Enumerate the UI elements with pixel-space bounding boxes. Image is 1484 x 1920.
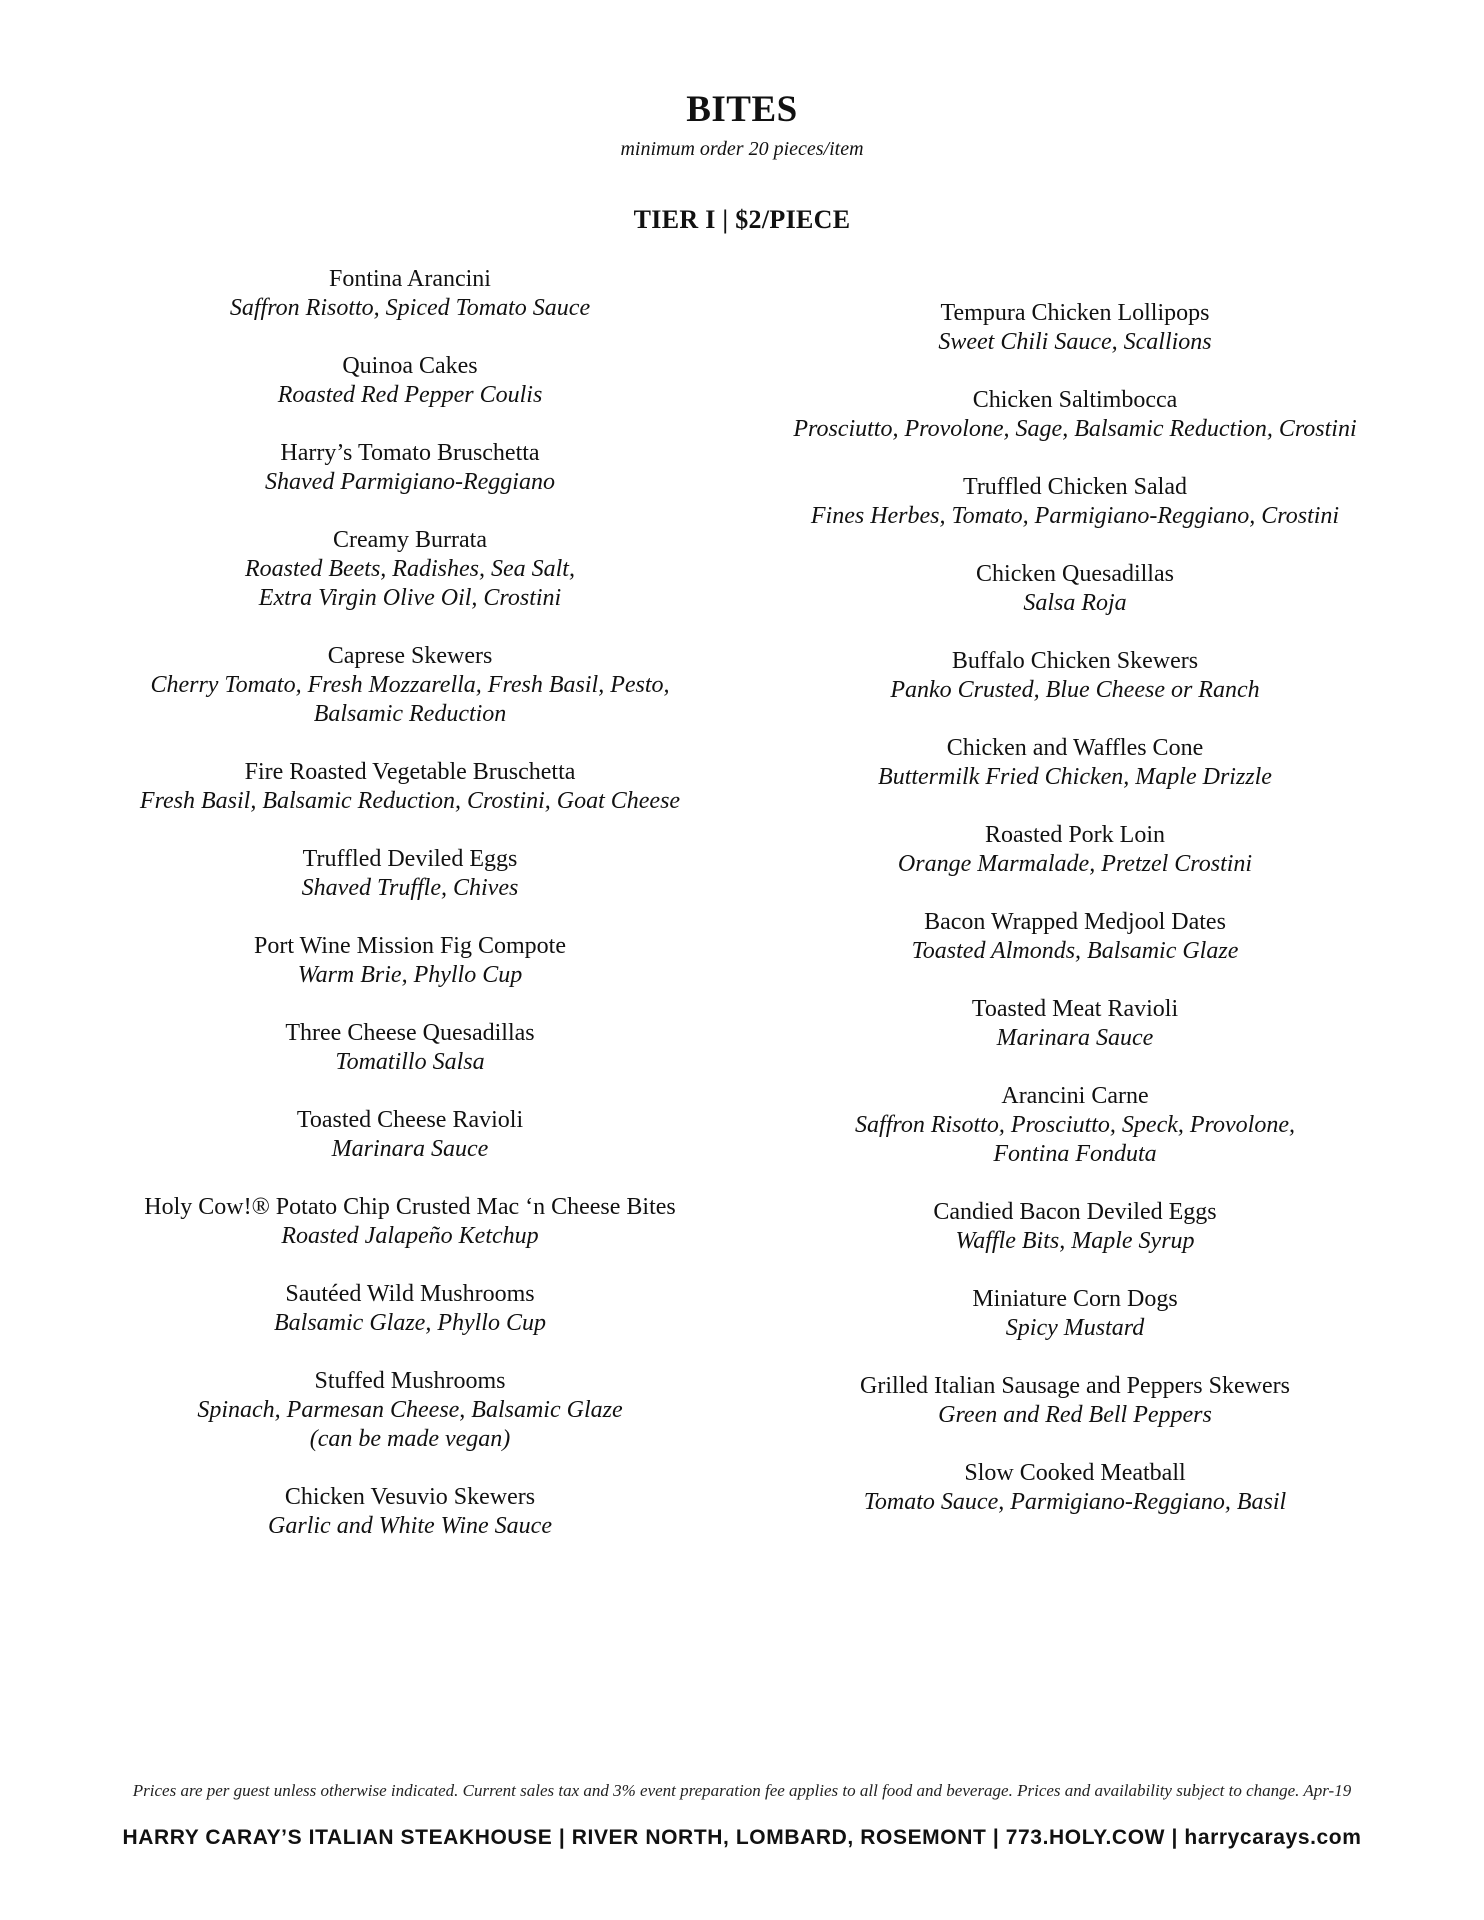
menu-item-description: Waffle Bits, Maple Syrup [955, 1228, 1195, 1254]
menu-item-description: (can be made vegan) [309, 1426, 511, 1452]
menu-item-description: Shaved Parmigiano-Reggiano [265, 469, 555, 495]
menu-item [80, 526, 740, 613]
menu-item-name: Port Wine Mission Fig Compote [254, 933, 566, 959]
tier-heading: TIER I | $2/PIECE [633, 205, 851, 234]
menu-column-left [80, 265, 740, 1570]
menu-item-name: Buffalo Chicken Skewers [951, 648, 1199, 674]
menu-item [740, 1285, 1410, 1343]
pricing-note: Prices are per guest unless otherwise indicated. Current sales tax and 3% event preparation fee applies to all food and beverage. Prices and availability subject to change. Apr-19 [132, 1781, 1352, 1800]
menu-item-description: Panko Crusted, Blue Cheese or Ranch [890, 677, 1260, 703]
menu-item [740, 1082, 1410, 1169]
menu-item [80, 352, 740, 410]
restaurant-footer: HARRY CARAY’S ITALIAN STEAKHOUSE | RIVER NORTH, LOMBARD, ROSEMONT | 773.HOLY.COW | harrycarays.com [122, 1826, 1362, 1849]
menu-item-description: Roasted Jalapeño Ketchup [281, 1223, 539, 1249]
menu-item-name: Candied Bacon Deviled Eggs [933, 1199, 1217, 1225]
menu-header [0, 88, 1484, 236]
menu-item-name: Roasted Pork Loin [985, 822, 1165, 848]
menu-item [80, 1483, 740, 1541]
menu-item-name: Creamy Burrata [333, 527, 487, 553]
menu-item-description: Toasted Almonds, Balsamic Glaze [911, 938, 1239, 964]
page-subtitle: minimum order 20 pieces/item [620, 138, 864, 160]
menu-item [740, 734, 1410, 792]
menu-item-name: Chicken Quesadillas [976, 561, 1174, 587]
menu-item-description: Balsamic Glaze, Phyllo Cup [274, 1310, 546, 1336]
menu-item-description: Sweet Chili Sauce, Scallions [938, 329, 1212, 355]
menu-item-description: Garlic and White Wine Sauce [268, 1513, 552, 1539]
menu-item [740, 1372, 1410, 1430]
menu-item [80, 439, 740, 497]
menu-item-name: Chicken Vesuvio Skewers [284, 1484, 536, 1510]
menu-item-name: Grilled Italian Sausage and Peppers Skewers [860, 1373, 1290, 1399]
menu-item-description: Orange Marmalade, Pretzel Crostini [897, 851, 1253, 877]
menu-item-description: Cherry Tomato, Fresh Mozzarella, Fresh Basil, Pesto, [150, 672, 670, 698]
menu-item-description: Roasted Beets, Radishes, Sea Salt, [245, 556, 575, 582]
menu-item-name: Chicken and Waffles Cone [946, 735, 1204, 761]
menu-item [740, 299, 1410, 357]
menu-item [80, 1280, 740, 1338]
menu-item-description: Salsa Roja [1023, 590, 1127, 616]
menu-item-description: Buttermilk Fried Chicken, Maple Drizzle [878, 764, 1272, 790]
menu-item [80, 1019, 740, 1077]
menu-column-right [740, 299, 1410, 1546]
menu-item-name: Tempura Chicken Lollipops [940, 300, 1210, 326]
menu-item-name: Three Cheese Quesadillas [285, 1020, 535, 1046]
menu-item-description: Spinach, Parmesan Cheese, Balsamic Glaze [197, 1397, 623, 1423]
menu-item-name: Toasted Cheese Ravioli [296, 1107, 524, 1133]
menu-item-description: Fresh Basil, Balsamic Reduction, Crostini, Goat Cheese [139, 788, 681, 814]
menu-item [740, 821, 1410, 879]
menu-item [740, 560, 1410, 618]
menu-item-name: Fontina Arancini [329, 266, 491, 292]
menu-item-description: Extra Virgin Olive Oil, Crostini [258, 585, 562, 611]
menu-item-name: Holy Cow!® Potato Chip Crusted Mac ‘n Cheese Bites [144, 1194, 676, 1220]
menu-item-name: Chicken Saltimbocca [972, 387, 1178, 413]
menu-item-description: Marinara Sauce [996, 1025, 1154, 1051]
menu-item-description: Prosciutto, Provolone, Sage, Balsamic Reduction, Crostini [793, 416, 1357, 442]
menu-item-name: Quinoa Cakes [342, 353, 478, 379]
menu-item-name: Slow Cooked Meatball [964, 1460, 1186, 1486]
menu-item [740, 1198, 1410, 1256]
menu-item [740, 995, 1410, 1053]
menu-item-name: Truffled Deviled Eggs [302, 846, 518, 872]
page-title: BITES [686, 89, 798, 130]
menu-item [80, 845, 740, 903]
menu-item-name: Caprese Skewers [327, 643, 493, 669]
menu-item-name: Truffled Chicken Salad [963, 474, 1187, 500]
menu-item-description: Marinara Sauce [331, 1136, 489, 1162]
menu-item-description: Fines Herbes, Tomato, Parmigiano-Reggiano, Crostini [810, 503, 1340, 529]
menu-item [80, 932, 740, 990]
menu-item [80, 642, 740, 729]
menu-item-description: Tomato Sauce, Parmigiano-Reggiano, Basil [863, 1489, 1287, 1515]
menu-item-description: Tomatillo Salsa [335, 1049, 485, 1075]
menu-item [80, 758, 740, 816]
menu-item [80, 1106, 740, 1164]
menu-item-name: Sautéed Wild Mushrooms [285, 1281, 535, 1307]
menu-item [80, 1367, 740, 1454]
menu-item [740, 386, 1410, 444]
menu-item [740, 473, 1410, 531]
menu-item [740, 908, 1410, 966]
menu-item-name: Stuffed Mushrooms [314, 1368, 506, 1394]
menu-item-description: Shaved Truffle, Chives [301, 875, 519, 901]
menu-item-description: Green and Red Bell Peppers [938, 1402, 1212, 1428]
menu-item [80, 1193, 740, 1251]
menu-item-name: Fire Roasted Vegetable Bruschetta [244, 759, 576, 785]
menu-item-description: Balsamic Reduction [313, 701, 507, 727]
menu-item-description: Spicy Mustard [1005, 1315, 1145, 1341]
menu-item-description: Warm Brie, Phyllo Cup [297, 962, 523, 988]
menu-item-name: Harry’s Tomato Bruschetta [280, 440, 540, 466]
menu-item [80, 265, 740, 323]
menu-item-description: Saffron Risotto, Spiced Tomato Sauce [229, 295, 591, 321]
menu-item-description: Roasted Red Pepper Coulis [277, 382, 543, 408]
menu-item-description: Saffron Risotto, Prosciutto, Speck, Provolone, [855, 1112, 1295, 1138]
menu-item [740, 1459, 1410, 1517]
menu-item-description: Fontina Fonduta [993, 1141, 1157, 1167]
menu-item [740, 647, 1410, 705]
menu-item-name: Bacon Wrapped Medjool Dates [924, 909, 1226, 935]
menu-item-name: Miniature Corn Dogs [972, 1286, 1178, 1312]
menu-item-name: Arancini Carne [1001, 1083, 1149, 1109]
menu-item-name: Toasted Meat Ravioli [971, 996, 1179, 1022]
